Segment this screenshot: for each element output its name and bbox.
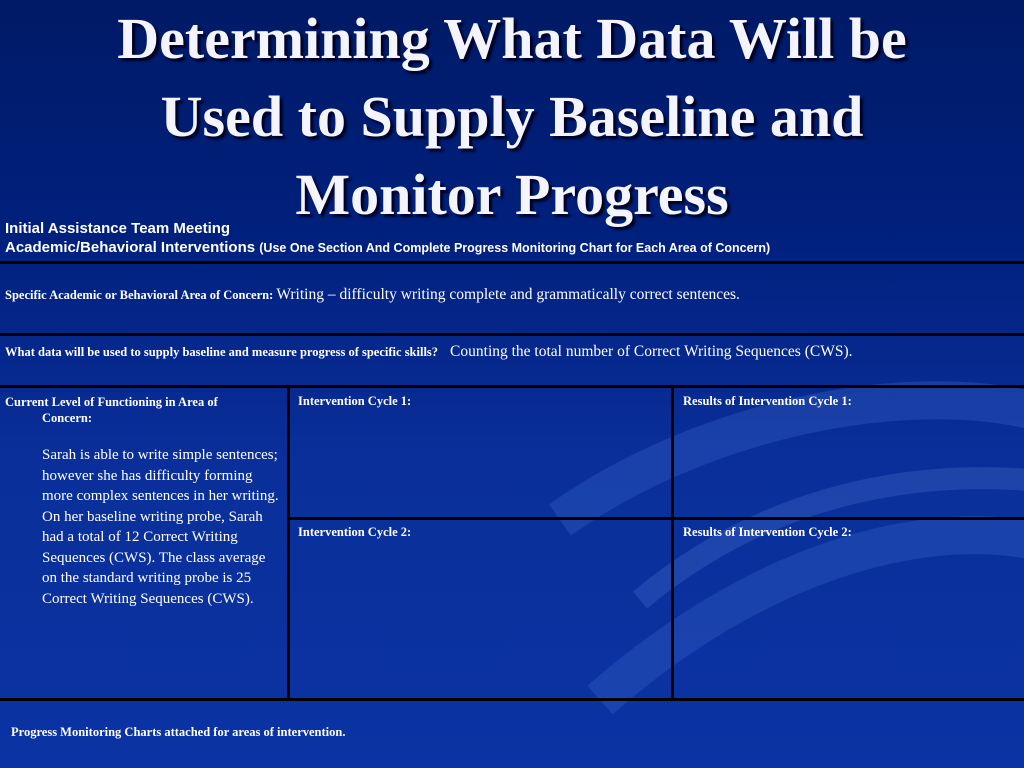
current-level-label-line-1: Current Level of Functioning in Area of (5, 395, 218, 409)
form-header-title: Initial Assistance Team Meeting (5, 220, 231, 237)
intervention-cycle-1-label: Intervention Cycle 1: (298, 394, 412, 408)
slide-title (0, 0, 1024, 234)
results-cycle-2-label: Results of Intervention Cycle 2: (683, 525, 852, 539)
slide-title-line-2: Used to Supply Baseline and (160, 84, 864, 149)
slide-title-line-1: Determining What Data Will be (117, 6, 907, 71)
intervention-cycle-2-label: Intervention Cycle 2: (298, 525, 412, 539)
table-divider (0, 333, 1024, 336)
results-cycle-1-label: Results of Intervention Cycle 1: (683, 394, 852, 408)
data-measure-label: What data will be used to supply baseline and measure progress of specific skills? (5, 345, 439, 359)
form-header-subtitle-note: (Use One Section And Complete Progress Monitoring Chart for Each Area of Concern) (259, 241, 771, 255)
concern-value: Writing – difficulty writing complete and grammatically correct sentences. (276, 286, 740, 303)
slide-title-line-3: Monitor Progress (295, 162, 729, 227)
table-divider (0, 698, 1024, 701)
form-header-subtitle (5, 238, 1015, 258)
table-divider (287, 386, 290, 700)
table-divider (0, 261, 1024, 264)
footer-note: Progress Monitoring Charts attached for areas of intervention. (11, 725, 346, 739)
concern-label-colon: : (269, 288, 277, 302)
table-divider (671, 386, 674, 700)
form-header-subtitle-main: Academic/Behavioral Interventions (5, 239, 256, 256)
concern-label: Specific Academic or Behavioral Area of Concern (5, 288, 270, 302)
current-level-label (5, 394, 285, 426)
table-divider (0, 385, 1024, 388)
data-measure-row (5, 343, 1015, 361)
data-measure-value: Counting the total number of Correct Writing Sequences (CWS). (450, 343, 853, 360)
concern-row (5, 286, 1015, 304)
current-level-body (42, 445, 280, 609)
current-level-body-rest: The class average on the standard writing probe is 25 Correct Writing Sequences (CWS). (42, 549, 266, 607)
form-header (5, 219, 1015, 258)
current-level-body-highlight: Sarah is able to write simple sentences; however she has difficulty forming more complex sentences in her writing. On her baseline writing probe, Sarah had a total of 12 Correct Writing Sequences (CWS). (42, 447, 279, 566)
table-divider (289, 517, 1024, 520)
current-level-label-line-2: Concern: (42, 411, 92, 425)
